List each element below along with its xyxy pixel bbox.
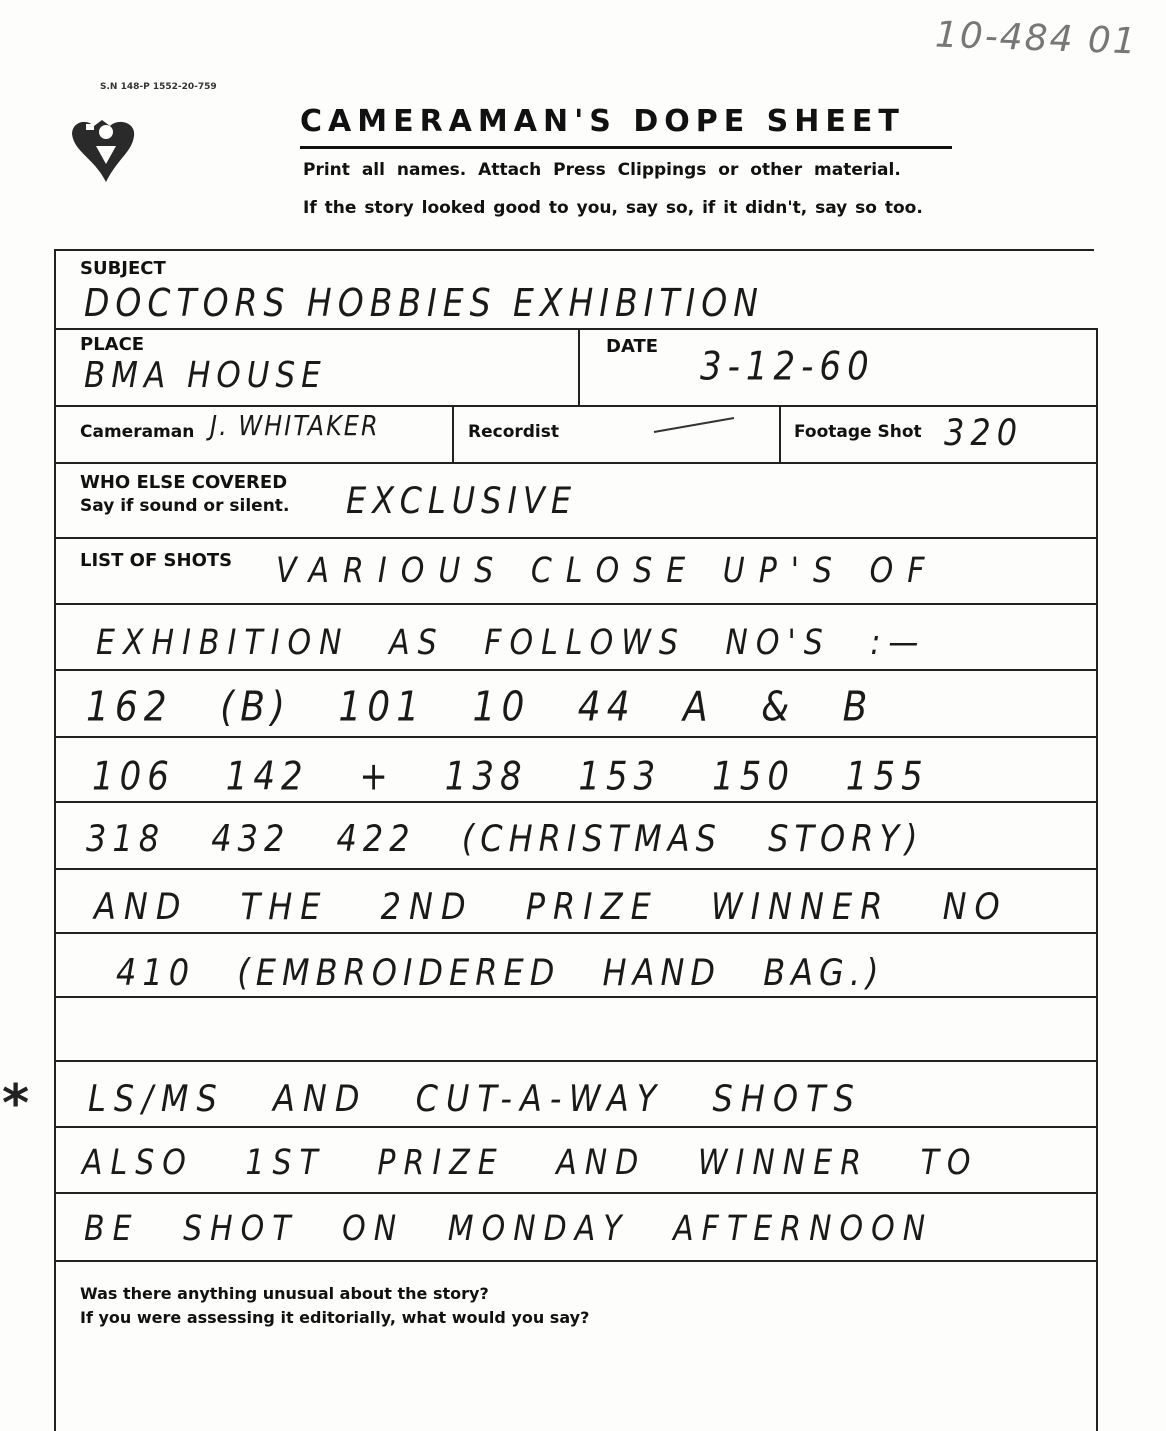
shot-rule [56,932,1096,934]
divider-place-date [578,330,580,406]
divider-recordist-footage [779,407,781,463]
who-else-value: EXCLUSIVE [346,478,578,522]
form-title: CAMERAMAN'S DOPE SHEET [300,104,905,139]
shot-line: ALSO 1ST PRIZE AND WINNER TO [82,1142,979,1183]
instruction-line-2: If the story looked good to you, say so, if it didn't, say so too. [303,198,923,218]
asterisk-mark: * [2,1074,30,1134]
divider-cameraman-recordist [452,407,454,463]
footage-label: Footage Shot [794,422,922,442]
shot-rule [56,1060,1096,1062]
serial-number: S.N 148-P 1552-20-759 [100,82,217,92]
who-else-label: WHO ELSE COVERED [80,472,288,493]
shot-line: VARIOUS CLOSE UP'S OF [276,550,939,591]
shot-line: BE SHOT ON MONDAY AFTERNOON [84,1208,934,1249]
frame-left-line [54,249,56,1431]
recordist-label: Recordist [468,422,560,442]
shot-rule [56,736,1096,738]
subject-value: DOCTORS HOBBIES EXHIBITION [84,280,764,325]
rule-place [54,405,1098,407]
subject-label: SUBJECT [80,258,166,279]
shot-line: 410 (EMBROIDERED HAND BAG.) [116,950,885,994]
shot-line: EXHIBITION AS FOLLOWS NO'S :— [96,622,927,663]
instruction-line-1: Print all names. Attach Press Clippings or other material. [303,160,901,180]
rule-subject [54,328,1098,330]
shot-rule [56,868,1096,870]
shot-rule [56,1260,1096,1262]
recordist-dash-mark [650,414,740,438]
question-editorial: If you were assessing it editorially, what would you say? [80,1308,590,1327]
shot-rule [56,996,1096,998]
shot-rule [56,669,1096,671]
shot-rule [56,1192,1096,1194]
shot-rule [56,801,1096,803]
frame-right-line [1096,330,1098,1431]
who-else-sublabel: Say if sound or silent. [80,496,290,516]
shot-line: 318 432 422 (CHRISTMAS STORY) [86,816,924,860]
shot-rule [56,603,1096,605]
emblem-logo [66,112,146,192]
corner-reference-number: 10-484 01 [934,14,1139,63]
shot-line: AND THE 2ND PRIZE WINNER NO [94,884,1008,928]
shots-label: LIST OF SHOTS [80,550,233,571]
footage-value: 320 [944,410,1024,454]
shot-line: LS/MS AND CUT-A-WAY SHOTS [88,1076,862,1120]
place-label: PLACE [80,334,145,355]
cameraman-value: J. WHITAKER [210,409,380,442]
title-underline [300,146,952,149]
question-unusual: Was there anything unusual about the story? [80,1284,489,1303]
shot-rule [56,1126,1096,1128]
shot-line: 106 142 + 138 153 150 155 [92,754,929,800]
cameraman-label: Cameraman [80,422,195,442]
rule-who-else [54,537,1098,539]
place-value: BMA HOUSE [84,354,327,396]
frame-top-line [54,249,1094,251]
date-label: DATE [606,336,659,357]
date-value: 3-12-60 [700,344,875,390]
rule-cameraman [54,462,1098,464]
shot-line: 162 (B) 101 10 44 A & B [86,683,874,731]
